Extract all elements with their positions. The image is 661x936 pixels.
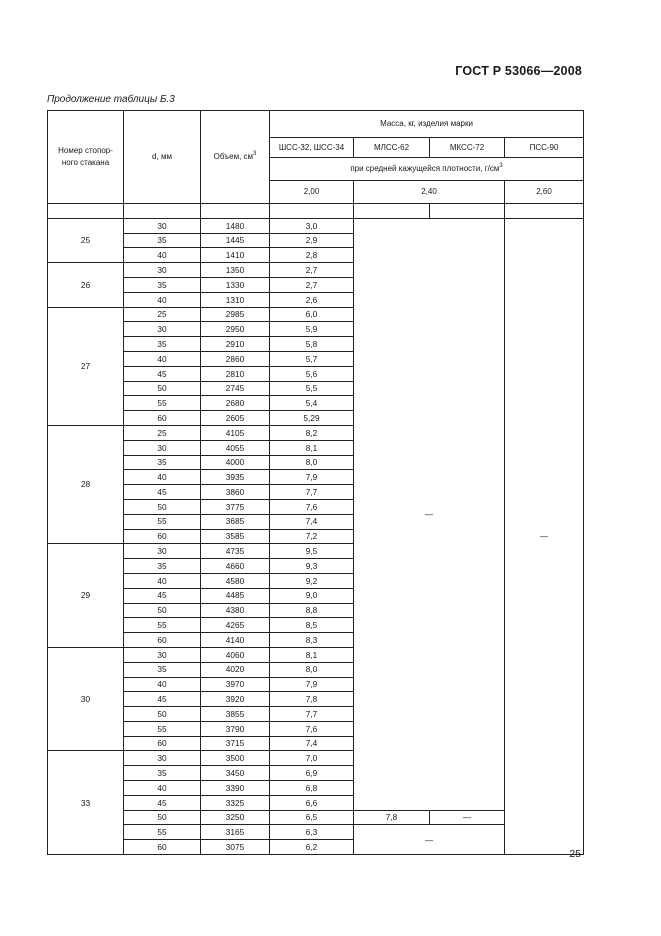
d-cell: 40	[124, 573, 201, 588]
volume-cell: 3970	[201, 677, 270, 692]
d-cell: 35	[124, 766, 201, 781]
mass-shss-cell: 7,4	[270, 514, 354, 529]
d-cell: 50	[124, 707, 201, 722]
table-row	[48, 825, 584, 840]
d-cell: 30	[124, 263, 201, 278]
d-cell: 40	[124, 677, 201, 692]
spacer-cell	[270, 204, 354, 219]
mass-shss-cell: 2,7	[270, 277, 354, 292]
volume-cell: 4580	[201, 573, 270, 588]
stopper-number-cell: 30	[48, 647, 124, 751]
table-body	[48, 204, 584, 855]
volume-cell: 3775	[201, 499, 270, 514]
volume-cell: 4660	[201, 559, 270, 574]
mass-shss-cell: 9,2	[270, 573, 354, 588]
mass-shss-cell: 5,5	[270, 381, 354, 396]
mass-shss-cell: 2,6	[270, 292, 354, 307]
mass-mlss-cell: 7,8	[354, 810, 430, 825]
header-grade-pss: ПСС-90	[505, 138, 584, 158]
header-grade-mlss: МЛСС-62	[354, 138, 430, 158]
header-grade-shss: ШСС-32, ШСС-34	[270, 138, 354, 158]
mass-shss-cell: 6,3	[270, 825, 354, 840]
mass-shss-cell: 6,0	[270, 307, 354, 322]
mass-shss-cell: 5,7	[270, 351, 354, 366]
spacer-cell	[430, 204, 505, 219]
mass-table	[47, 110, 584, 855]
mass-shss-cell: 8,3	[270, 633, 354, 648]
mass-shss-cell: 2,8	[270, 248, 354, 263]
volume-cell: 2985	[201, 307, 270, 322]
spacer-cell	[48, 204, 124, 219]
d-cell: 55	[124, 514, 201, 529]
volume-cell: 4020	[201, 662, 270, 677]
mass-shss-cell: 6,8	[270, 781, 354, 796]
d-cell: 50	[124, 381, 201, 396]
header-volume: Объем, $см^3$	[201, 111, 270, 204]
d-cell: 45	[124, 692, 201, 707]
d-cell: 60	[124, 633, 201, 648]
spacer-cell	[505, 204, 584, 219]
volume-cell: 2910	[201, 337, 270, 352]
stopper-number-cell: 25	[48, 218, 124, 262]
mass-shss-cell: 5,6	[270, 366, 354, 381]
d-cell: 60	[124, 411, 201, 426]
mass-shss-cell: 3,0	[270, 218, 354, 233]
stopper-number-cell: 26	[48, 263, 124, 307]
d-cell: 35	[124, 662, 201, 677]
volume-cell: 3685	[201, 514, 270, 529]
volume-cell: 2680	[201, 396, 270, 411]
volume-cell: 3325	[201, 795, 270, 810]
mass-shss-cell: 8,1	[270, 440, 354, 455]
mass-shss-cell: 8,8	[270, 603, 354, 618]
d-cell: 60	[124, 529, 201, 544]
volume-cell: 3855	[201, 707, 270, 722]
d-cell: 60	[124, 840, 201, 855]
mass-shss-cell: 9,0	[270, 588, 354, 603]
d-cell: 25	[124, 307, 201, 322]
header-density-ml-mk: 2,40	[354, 181, 505, 204]
d-cell: 35	[124, 455, 201, 470]
header-density-pss: 2,60	[505, 181, 584, 204]
d-cell: 35	[124, 277, 201, 292]
d-cell: 30	[124, 218, 201, 233]
volume-cell: 3920	[201, 692, 270, 707]
volume-cell: 2950	[201, 322, 270, 337]
volume-cell: 3935	[201, 470, 270, 485]
stopper-number-cell: 29	[48, 544, 124, 648]
d-cell: 45	[124, 366, 201, 381]
volume-cell: 1350	[201, 263, 270, 278]
d-cell: 30	[124, 440, 201, 455]
mass-shss-cell: 7,6	[270, 499, 354, 514]
d-cell: 40	[124, 470, 201, 485]
volume-cell: 4140	[201, 633, 270, 648]
volume-cell: 3250	[201, 810, 270, 825]
volume-cell: 4485	[201, 588, 270, 603]
d-cell: 30	[124, 544, 201, 559]
mass-shss-cell: 7,7	[270, 707, 354, 722]
volume-cell: 2745	[201, 381, 270, 396]
volume-cell: 1330	[201, 277, 270, 292]
mass-shss-cell: 2,9	[270, 233, 354, 248]
page-number: 25	[569, 848, 581, 860]
mass-shss-cell: 7,8	[270, 692, 354, 707]
d-cell: 55	[124, 825, 201, 840]
volume-cell: 2810	[201, 366, 270, 381]
mass-shss-cell: 7,7	[270, 485, 354, 500]
volume-cell: 2605	[201, 411, 270, 426]
d-cell: 45	[124, 588, 201, 603]
mass-shss-cell: 2,7	[270, 263, 354, 278]
mass-shss-cell: 5,9	[270, 322, 354, 337]
d-cell: 45	[124, 485, 201, 500]
d-cell: 55	[124, 396, 201, 411]
mass-shss-cell: 6,6	[270, 795, 354, 810]
mass-shss-cell: 6,2	[270, 840, 354, 855]
stopper-number-cell: 33	[48, 751, 124, 855]
mass-shss-cell: 5,29	[270, 411, 354, 426]
header-stopper-number: Номер стопор-ного стакана	[48, 111, 124, 204]
volume-cell: 4265	[201, 618, 270, 633]
table-row	[48, 810, 584, 825]
mass-shss-cell: 5,8	[270, 337, 354, 352]
volume-cell: 3585	[201, 529, 270, 544]
mass-shss-cell: 9,5	[270, 544, 354, 559]
volume-cell: 3450	[201, 766, 270, 781]
mass-shss-cell: 7,2	[270, 529, 354, 544]
d-cell: 40	[124, 292, 201, 307]
table-caption: Продолжение таблицы Б.3	[47, 94, 175, 105]
d-cell: 30	[124, 322, 201, 337]
mass-mlss-mkss-dash-cell: —	[354, 218, 505, 810]
spacer-cell	[124, 204, 201, 219]
d-cell: 55	[124, 721, 201, 736]
spacer-row	[48, 204, 584, 219]
volume-cell: 4000	[201, 455, 270, 470]
volume-cell: 3075	[201, 840, 270, 855]
volume-cell: 3790	[201, 721, 270, 736]
d-cell: 25	[124, 425, 201, 440]
volume-cell: 4060	[201, 647, 270, 662]
d-cell: 35	[124, 559, 201, 574]
mass-shss-cell: 7,0	[270, 751, 354, 766]
volume-cell: 1410	[201, 248, 270, 263]
mass-shss-cell: 8,2	[270, 425, 354, 440]
volume-cell: 2860	[201, 351, 270, 366]
volume-cell: 4380	[201, 603, 270, 618]
mass-shss-cell: 6,9	[270, 766, 354, 781]
spacer-cell	[201, 204, 270, 219]
volume-cell: 3860	[201, 485, 270, 500]
d-cell: 35	[124, 337, 201, 352]
mass-shss-cell: 8,0	[270, 662, 354, 677]
mass-shss-cell: 5,4	[270, 396, 354, 411]
mass-shss-cell: 7,9	[270, 677, 354, 692]
header-density: при средней кажущейся плотности, $г/см^3$	[270, 158, 584, 181]
d-cell: 35	[124, 233, 201, 248]
mass-shss-cell: 7,4	[270, 736, 354, 751]
volume-cell: 3390	[201, 781, 270, 796]
header-d	[124, 111, 201, 204]
volume-cell: 3715	[201, 736, 270, 751]
volume-cell: 4735	[201, 544, 270, 559]
volume-cell: 1480	[201, 218, 270, 233]
header-d-label: d, мм	[152, 152, 172, 161]
d-cell: 40	[124, 248, 201, 263]
volume-cell: 3500	[201, 751, 270, 766]
header-grade-mkss: МКСС-72	[430, 138, 505, 158]
header-density-shss: 2,00	[270, 181, 354, 204]
d-cell: 50	[124, 603, 201, 618]
mass-mlss-mkss-dash-cell: —	[354, 825, 505, 855]
header-mass: Масса, кг, изделия марки	[270, 111, 584, 138]
document-header: ГОСТ Р 53066—2008	[455, 64, 582, 78]
d-cell: 30	[124, 647, 201, 662]
d-cell: 40	[124, 351, 201, 366]
mass-pss-dash-cell: —	[505, 218, 584, 854]
d-cell: 60	[124, 736, 201, 751]
spacer-cell	[354, 204, 430, 219]
d-cell: 50	[124, 499, 201, 514]
d-cell: 45	[124, 795, 201, 810]
mass-shss-cell: 8,0	[270, 455, 354, 470]
volume-cell: 3165	[201, 825, 270, 840]
d-cell: 50	[124, 810, 201, 825]
d-cell: 55	[124, 618, 201, 633]
table-row	[48, 218, 584, 233]
volume-cell: 1445	[201, 233, 270, 248]
mass-shss-cell: 9,3	[270, 559, 354, 574]
stopper-number-cell: 27	[48, 307, 124, 425]
volume-cell: 4105	[201, 425, 270, 440]
volume-cell: 4055	[201, 440, 270, 455]
volume-cell: 1310	[201, 292, 270, 307]
mass-mkss-cell: —	[430, 810, 505, 825]
d-cell: 30	[124, 751, 201, 766]
mass-shss-cell: 7,6	[270, 721, 354, 736]
mass-shss-cell: 6,5	[270, 810, 354, 825]
stopper-number-cell: 28	[48, 425, 124, 543]
mass-shss-cell: 8,1	[270, 647, 354, 662]
d-cell: 40	[124, 781, 201, 796]
mass-shss-cell: 8,5	[270, 618, 354, 633]
mass-shss-cell: 7,9	[270, 470, 354, 485]
